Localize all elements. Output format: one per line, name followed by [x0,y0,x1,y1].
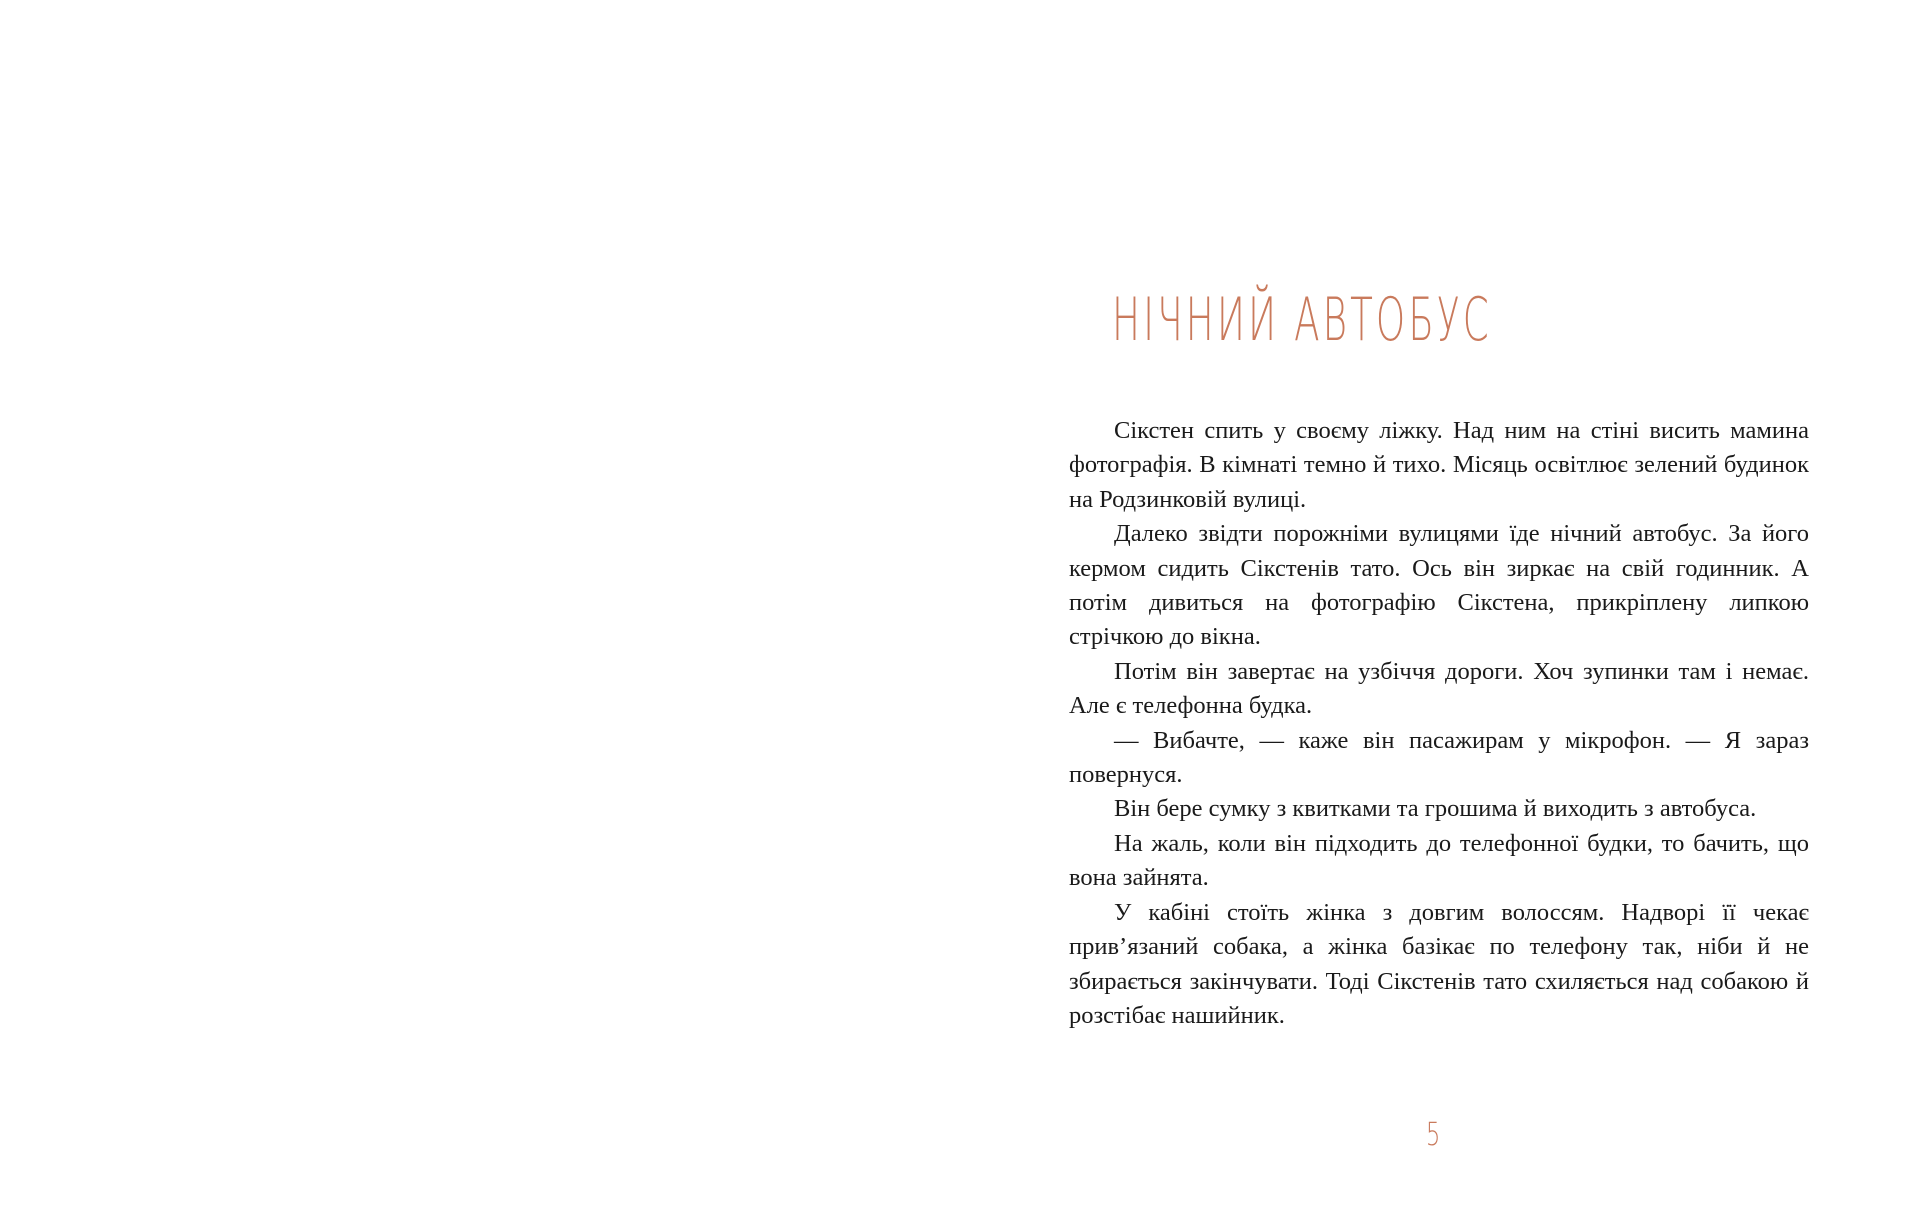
paragraph: У кабіні стоїть жінка з довгим волоссям. Надворі її чекає прив’язаний собака, а жінка базікає по телефону так, ніби й не збирається закінчувати. Тоді Сікстенів тато схиляється над собакою й розстібає нашийник. [1069,898,1809,1029]
chapter-body [1069,414,1809,1033]
paragraph: Сікстен спить у своєму ліжку. Над ним на стіні висить мамина фотографія. В кімнаті темно й тихо. Місяць освітлює зелений будинок на Родзинковій вулиці. [1069,417,1809,513]
right-page [960,0,1920,1214]
paragraph: — Вибачте, — каже він пасажирам у мікрофон. — Я зараз повернуся. [1069,726,1809,789]
paragraph: Він бере сумку з квитками та грошима й виходить з автобуса. [1114,795,1757,823]
page-number: 5 [1426,1115,1441,1153]
chapter-title: НІЧНИЙ АВТОБУС [1112,285,1492,355]
paragraph: Далеко звідти порожніми вулицями їде нічний автобус. За його кермом сидить Сікстенів тато. Ось він зиркає на свій годинник. А потім дивиться на фотографію Сікстена, прикріплену липкою стрічкою до вікна. [1069,520,1809,651]
paragraph: Потім він завертає на узбіччя дороги. Хоч зупинки там і немає. Але є телефонна будка. [1069,657,1809,720]
paragraph: На жаль, коли він підходить до телефонної будки, то бачить, що вона зайнята. [1069,829,1809,892]
